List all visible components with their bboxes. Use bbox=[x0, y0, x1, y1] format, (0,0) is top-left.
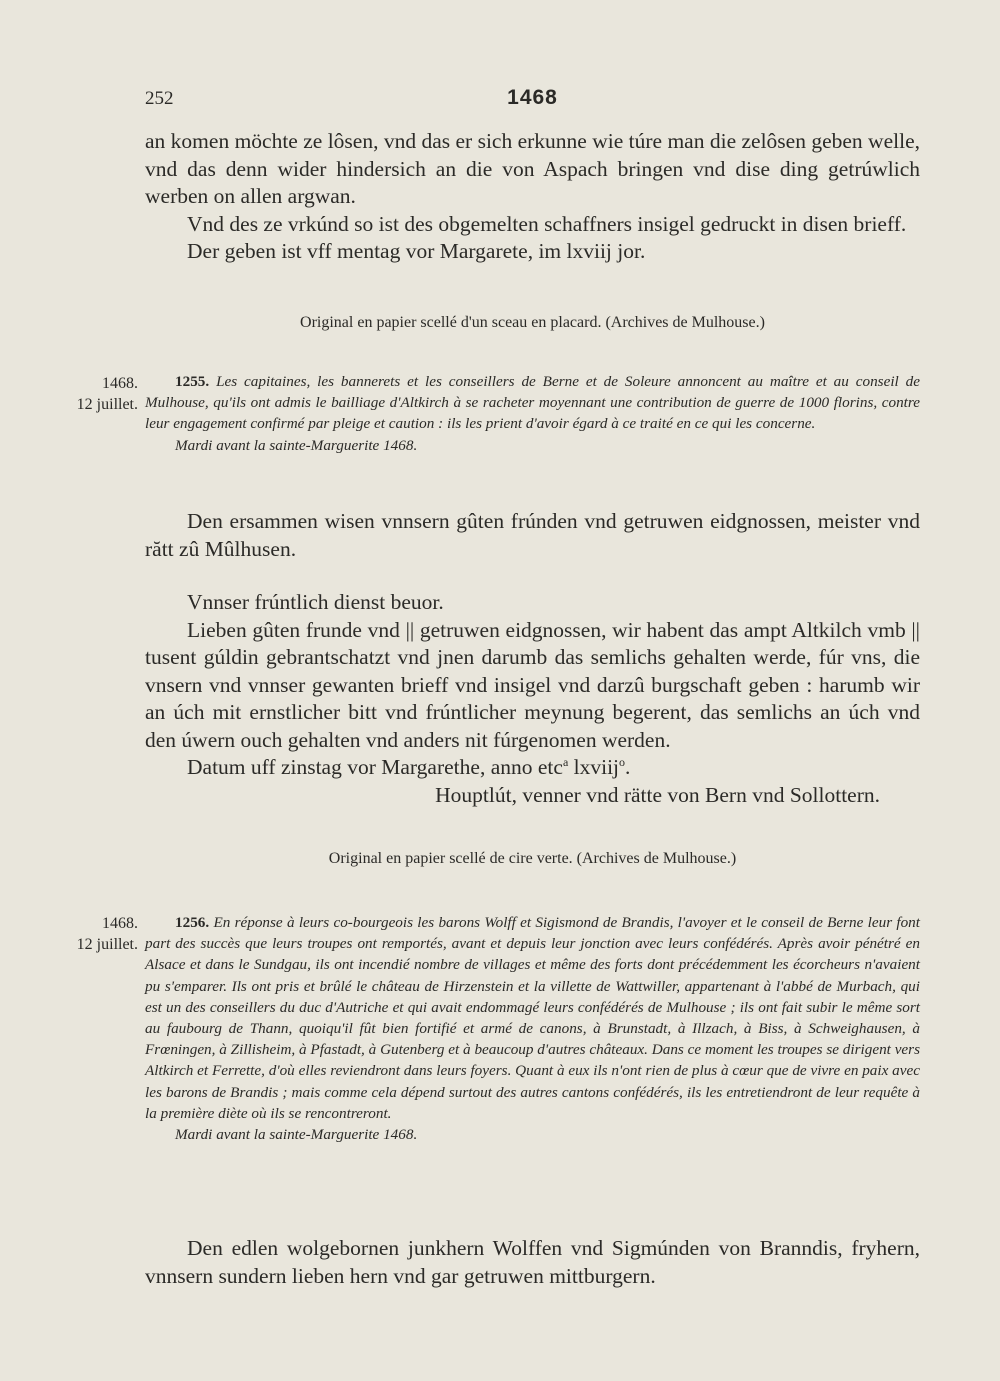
entry-1256 bbox=[145, 912, 920, 1145]
dateline: Mardi avant la sainte-Marguerite 1468. bbox=[175, 436, 418, 454]
running-year: 1468 bbox=[507, 86, 558, 109]
page-number: 252 bbox=[145, 88, 174, 109]
margin-year: 1468. bbox=[102, 915, 138, 932]
paragraph: Der geben ist vff mentag vor Margarete, im lxviij jor. bbox=[187, 239, 646, 263]
letter-1255 bbox=[145, 508, 920, 809]
source-note: Original en papier scellé de cire verte. (Archives de Mulhouse.) bbox=[328, 850, 737, 867]
previous-document-tail bbox=[145, 128, 920, 266]
margin-day: 12 juillet. bbox=[76, 396, 138, 413]
page-header bbox=[145, 88, 920, 118]
summary-text: En réponse à leurs co-bourgeois les barons Wolff et Sigismond de Brandis, l'avoyer et le conseil de Berne leur font part des succès que leurs troupes ont remportés, avant et depuis leur jonction avec leurs confédérés. Après avoir pénétré en Alsace et dans le Sundgau, ils ont incendié nombre de villages et même des forts dont précédemment les écorcheurs n'avaient pu s'emparer. Ils ont pris et brûlé le château de Hirzenstein et la villette de Wattwiller, appartenant à l'abbé de Murbach, qui est un des conseillers du duc d'Autriche et qui avait endommagé leurs confédérés de Mulhouse ; ils ont fait subir le même sort au faubourg de Thann, quoiqu'il fût bien fortifié et armé de canons, à Brunstadt, à Illzach, à Biss, à Schweighausen, à Frœningen, à Zillisheim, à Pfastadt, à Gutenberg et à beaucoup d'autres châteaux. Dans ce moment les troupes se dirigent vers Altkirch et Ferrette, d'où elles reviendront dans leurs foyers. Quant à eux ils n'ont rien de plus à cœur que de vivre en paix avec les barons de Brandis ; mais comme cela dépend surtout des autres cantons confédérés, ils les entretiendront de leur requête à la première diète où ils se rencontreront. bbox=[145, 914, 920, 1122]
entry-number: 1256. bbox=[175, 914, 210, 931]
letter-signature: Houptlút, venner vnd rätte von Bern vnd Sollottern. bbox=[435, 782, 880, 807]
margin-day: 12 juillet. bbox=[76, 936, 138, 953]
entry-number: 1255. bbox=[175, 373, 210, 390]
margin-date bbox=[60, 373, 138, 415]
entry-summary bbox=[145, 912, 920, 1124]
letter-1256 bbox=[145, 1235, 920, 1290]
letter-greeting: Vnnser frúntlich dienst beuor. bbox=[187, 590, 444, 614]
margin-year: 1468. bbox=[102, 375, 138, 392]
entry-1255 bbox=[145, 371, 920, 456]
letter-address: Den ersammen wisen vnnsern gûten frúnden vnd getruwen eidgnossen, meister vnd rătt zû Mûlhusen. bbox=[145, 509, 920, 561]
margin-date bbox=[60, 913, 138, 955]
paragraph: Vnd des ze vrkúnd so ist des obgemelten schaffners insigel gedruckt in disen brieff. bbox=[187, 211, 907, 236]
letter-body: Lieben gûten frunde vnd || getruwen eidgnossen, wir habent das ampt Altkilch vmb || tusent gúldin gebrantschatzt vnd jnen darumb das semlichs gehalten werde, fúr vns, die vnsern vnd vnnser gewanten brieff vnd insigel vnd darzû burgschaft geben : harumb wir an úch mit ernstlicher bitt vnd frúntlicher meynung begerent, das semlichs an úch vnd den úwern ouch gehalten vnd anders nit fúrgenomen werden. bbox=[145, 617, 920, 752]
letter-address: Den edlen wolgebornen junkhern Wolffen vnd Sigmúnden von Branndis, fryhern, vnnsern sundern lieben hern vnd gar getruwen mittburgern. bbox=[145, 1236, 920, 1288]
letter-datum: Datum uff zinstag vor Margarethe, anno etc$^a$ lxviij$^o$. bbox=[187, 754, 631, 779]
dateline: Mardi avant la sainte-Marguerite 1468. bbox=[175, 1126, 418, 1144]
entry-summary bbox=[145, 371, 920, 435]
paragraph: an komen möchte ze lôsen, vnd das er sich erkunne wie túre man die zelôsen geben welle, vnd das denn wider hindersich an die von Aspach bringen vnd dise ding getrúwlich werben on allen argwan. bbox=[145, 129, 920, 208]
source-note: Original en papier scellé d'un sceau en placard. (Archives de Mulhouse.) bbox=[300, 314, 765, 331]
summary-text: Les capitaines, les bannerets et les conseillers de Berne et de Soleure annoncent au maître et au conseil de Mulhouse, qu'ils ont admis le bailliage d'Altkirch à se racheter moyennant une contribution de guerre de 1000 florins, contre leur engagement confirmé par pleige et caution : ils les prient d'avoir égard à ce traité en ce qui les concerne. bbox=[145, 373, 920, 433]
